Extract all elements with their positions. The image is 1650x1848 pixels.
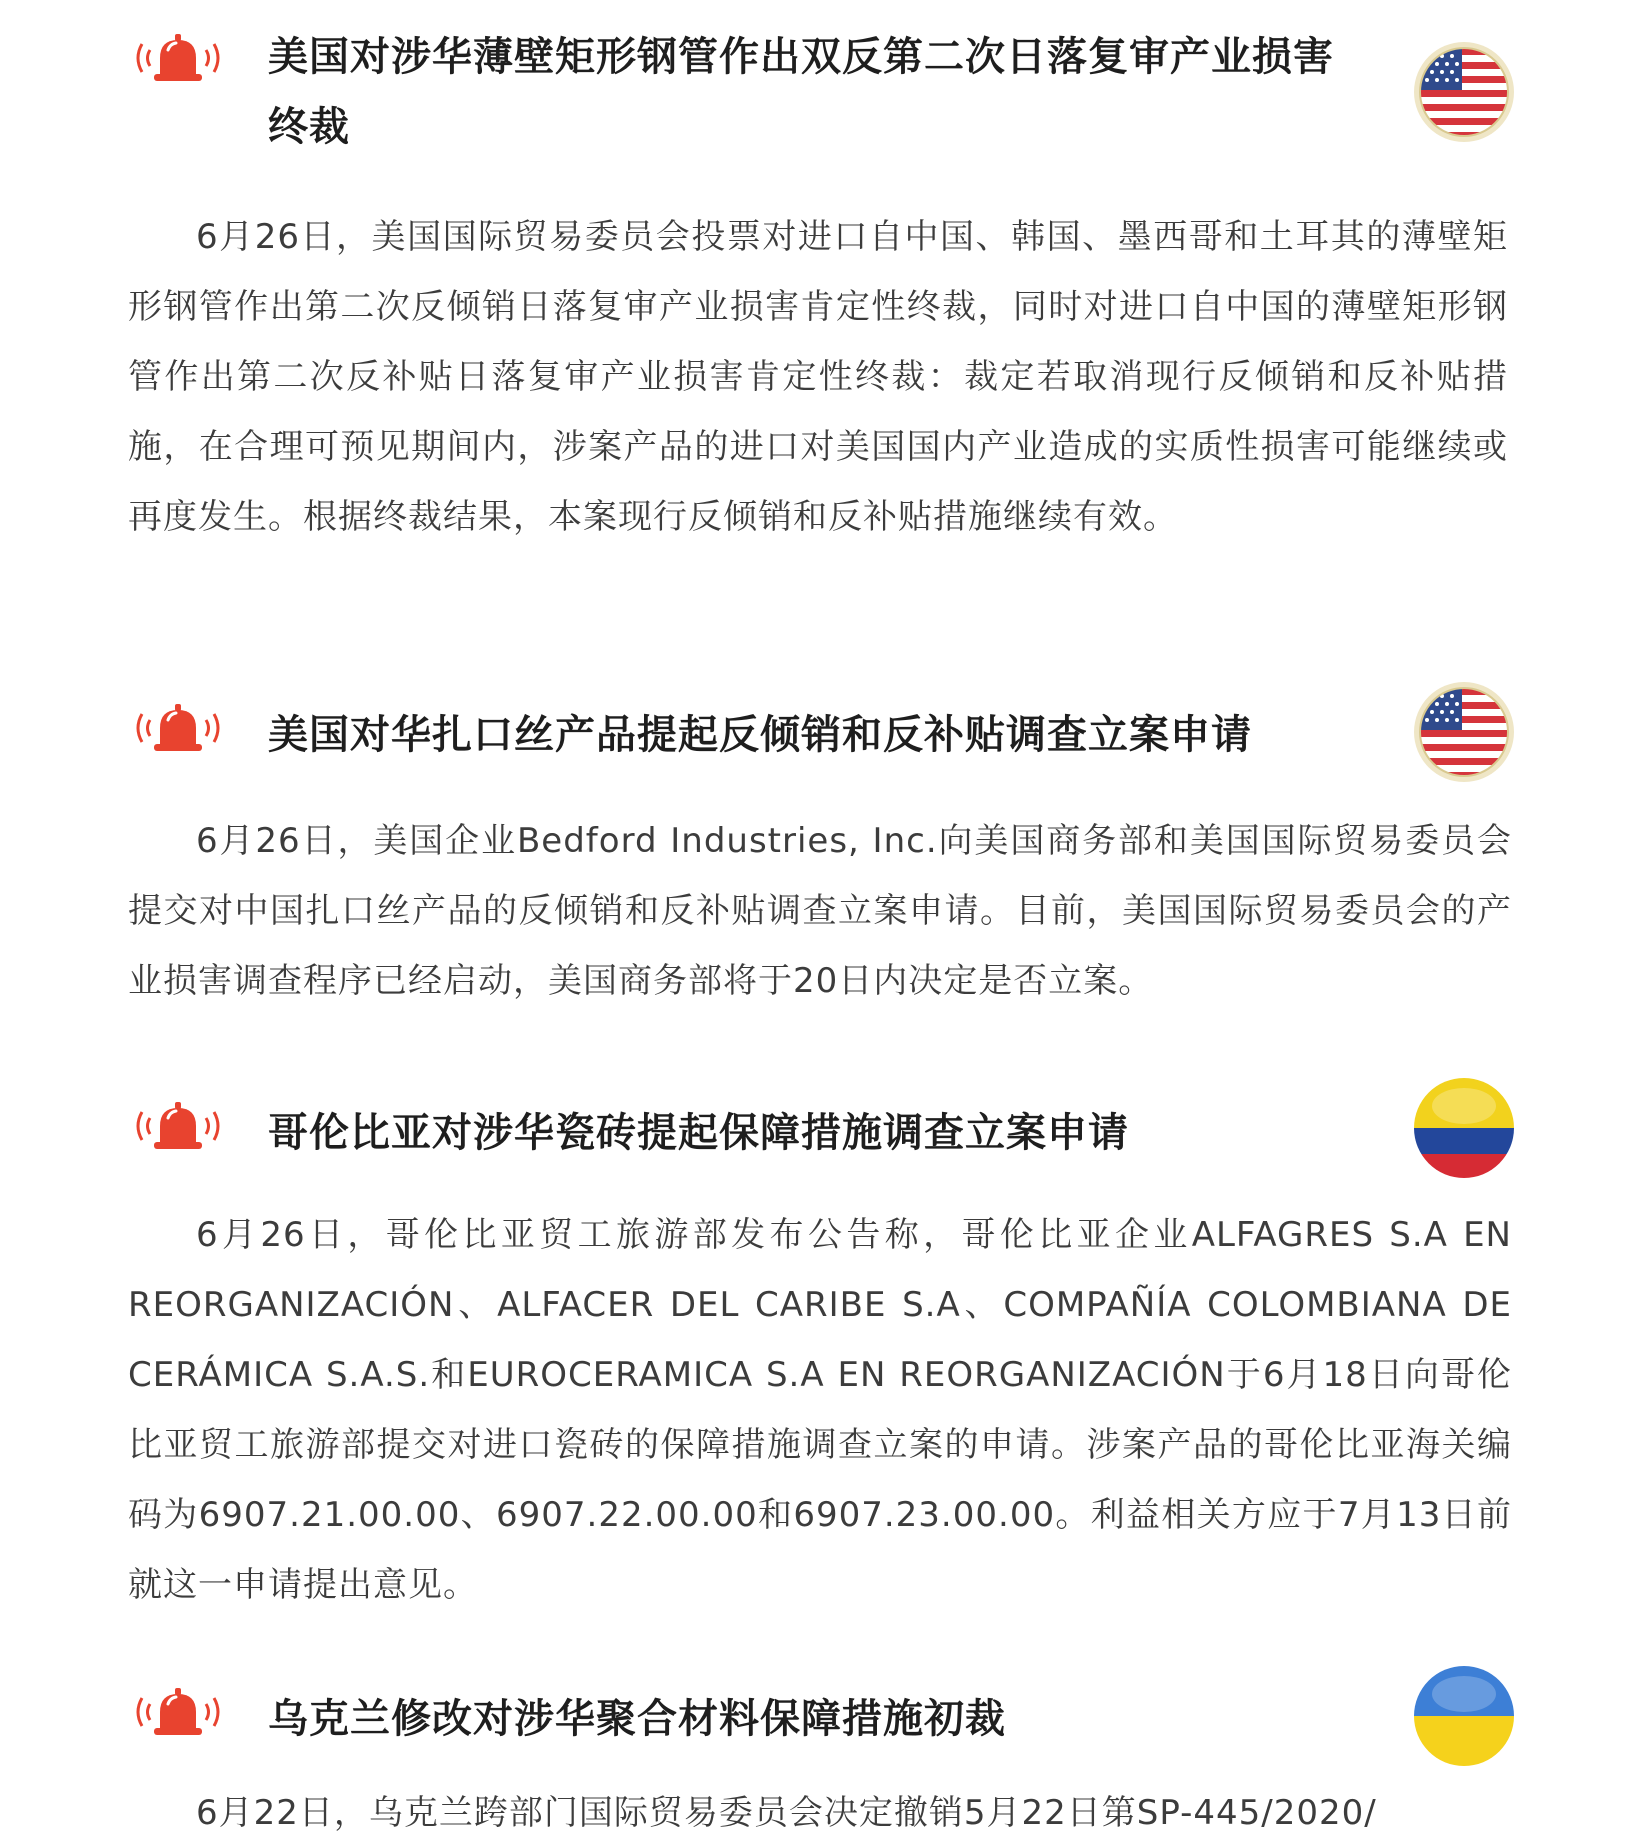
- article-body: 6月26日，哥伦比亚贸工旅游部发布公告称，哥伦比亚企业ALFAGRES S.A EN REORGANIZACIÓN、ALFACER DEL CARIBE S.A、COMPAÑÍA COLOMBIANA DE CERÁMICA S.A.S.和EUROCERAMICA S.A EN REORGANIZACIÓN于6月18日向哥伦比亚贸工旅游部提交对进口瓷砖的保障措施调查立案的申请。涉案产品的哥伦比亚海关编码为6907.21.00.00、6907.22.00.00和6907.23.00.00。利益相关方应于7月13日前就这一申请提出意见。: [128, 1215, 1512, 1605]
- ukraine-flag-icon: [1412, 1664, 1516, 1768]
- article-body: 6月22日，乌克兰跨部门国际贸易委员会决定撤销5月22日第SP-445/2020/: [196, 1793, 1377, 1833]
- alarm-bell-icon: [128, 30, 228, 86]
- article-title: 哥伦比亚对涉华瓷砖提起保障措施调查立案申请: [268, 1110, 1129, 1156]
- us-flag-icon: [1412, 40, 1516, 144]
- article-body: 6月26日，美国国际贸易委员会投票对进口自中国、韩国、墨西哥和土耳其的薄壁矩形钢管作出第二次反倾销日落复审产业损害肯定性终裁，同时对进口自中国的薄壁矩形钢管作出第二次反补贴日落复审产业损害肯定性终裁：裁定若取消现行反倾销和反补贴措施，在合理可预见期间内，涉案产品的进口对美国国内产业造成的实质性损害可能继续或再度发生。根据终裁结果，本案现行反倾销和反补贴措施继续有效。: [128, 217, 1508, 537]
- article-title: 美国对华扎口丝产品提起反倾销和反补贴调查立案申请: [268, 712, 1252, 758]
- article-body: 6月26日，美国企业Bedford Industries, Inc.向美国商务部和美国国际贸易委员会提交对中国扎口丝产品的反倾销和反补贴调查立案申请。目前，美国国际贸易委员会的产业损害调查程序已经启动，美国商务部将于20日内决定是否立案。: [128, 821, 1512, 1001]
- alarm-bell-icon: [128, 700, 228, 756]
- us-flag-icon: [1412, 680, 1516, 784]
- alarm-bell-icon: [128, 1684, 228, 1740]
- colombia-flag-icon: [1412, 1076, 1516, 1180]
- article-title: 乌克兰修改对涉华聚合材料保障措施初裁: [268, 1696, 1006, 1742]
- alarm-bell-icon: [128, 1098, 228, 1154]
- article-title: 美国对涉华薄壁矩形钢管作出双反第二次日落复审产业损害终裁: [268, 34, 1334, 150]
